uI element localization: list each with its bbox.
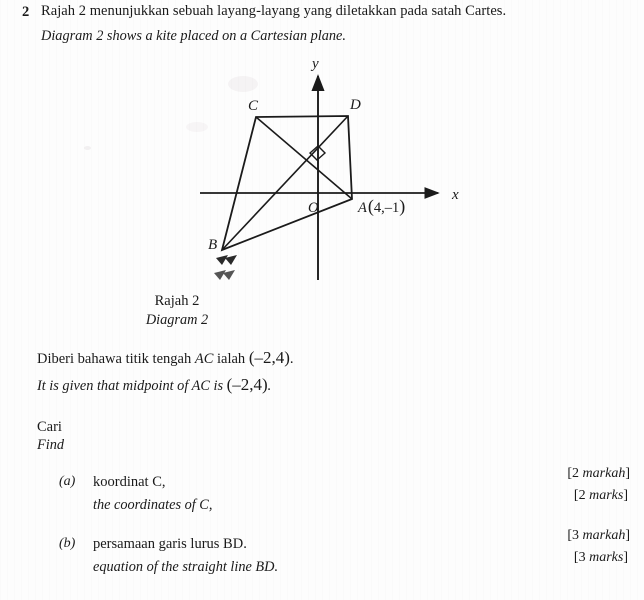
- diagram-2-figure: [160, 52, 490, 292]
- question-stem-english: Diagram 2 shows a kite placed on a Cartesian plane.: [41, 28, 346, 44]
- part-a-label: (a): [59, 474, 76, 489]
- given-malay-prefix: Diberi bahawa titik tengah: [37, 351, 195, 367]
- part-a-text-english: the coordinates of C,: [93, 497, 213, 513]
- part-b-marks-malay-count: 3: [572, 528, 580, 543]
- part-b-text-english: equation of the straight line BD.: [93, 559, 279, 575]
- part-b-text-malay: persamaan garis lurus BD.: [93, 536, 247, 552]
- given-malay-variable: AC: [194, 351, 214, 367]
- question-stem-malay: Rajah 2 menunjukkan sebuah layang-layang yang diletakkan pada satah Cartes.: [41, 3, 507, 19]
- given-english-prefix: It is given that midpoint of: [37, 378, 192, 394]
- given-statement-malay: [37, 348, 294, 368]
- given-malay-mid: ialah: [213, 351, 249, 367]
- equal-side-tick-marks: [214, 255, 237, 280]
- part-a-marks-malay-word: markah: [582, 466, 626, 481]
- part-b-marks-malay: [3 markah]: [567, 528, 630, 543]
- part-b-marks-english-count: 3: [578, 550, 586, 565]
- vertex-label-C: C: [248, 98, 259, 114]
- origin-label: O: [308, 200, 319, 216]
- diagram-caption-malay: [0, 293, 644, 310]
- part-a-marks-english-word: marks: [589, 488, 624, 503]
- part-b-marks-malay-word: markah: [582, 528, 626, 543]
- given-english-suffix: .: [267, 378, 272, 394]
- x-axis-label: x: [452, 187, 459, 203]
- part-b-marks-english-word: marks: [589, 550, 624, 565]
- part-b-label: (b): [59, 536, 76, 551]
- given-statement-english: [37, 375, 271, 395]
- given-english-variable: AC: [191, 378, 210, 394]
- given-malay-value: (–2,4): [248, 348, 290, 367]
- part-b-marks-english: [3 marks]: [573, 550, 628, 565]
- part-a-text-malay: koordinat C,: [93, 474, 166, 490]
- part-a-marks-english-count: 2: [578, 488, 586, 503]
- given-english-value: (–2,4): [226, 375, 268, 394]
- given-malay-suffix: .: [289, 351, 294, 367]
- diagram-caption-english-text: Diagram 2: [145, 312, 209, 328]
- part-a-marks-malay-count: 2: [572, 466, 580, 481]
- part-a-marks-malay: [2 markah]: [567, 466, 630, 481]
- vertex-label-D: D: [350, 97, 361, 113]
- vertex-label-B: B: [208, 237, 218, 253]
- part-a-marks-english: [2 marks]: [573, 488, 628, 503]
- scan-speckle: [84, 146, 91, 150]
- find-label-english: Find: [37, 437, 65, 453]
- diagram-caption-malay-text: Rajah 2: [154, 293, 200, 309]
- y-axis-label: y: [312, 56, 319, 72]
- find-label-malay: Cari: [37, 419, 62, 435]
- vertex-label-A: A(4,–1): [358, 196, 406, 216]
- given-english-mid: is: [209, 378, 227, 394]
- kite-diagonals: [222, 116, 352, 250]
- diagram-caption-english: [0, 312, 644, 329]
- question-number: 2: [22, 4, 30, 20]
